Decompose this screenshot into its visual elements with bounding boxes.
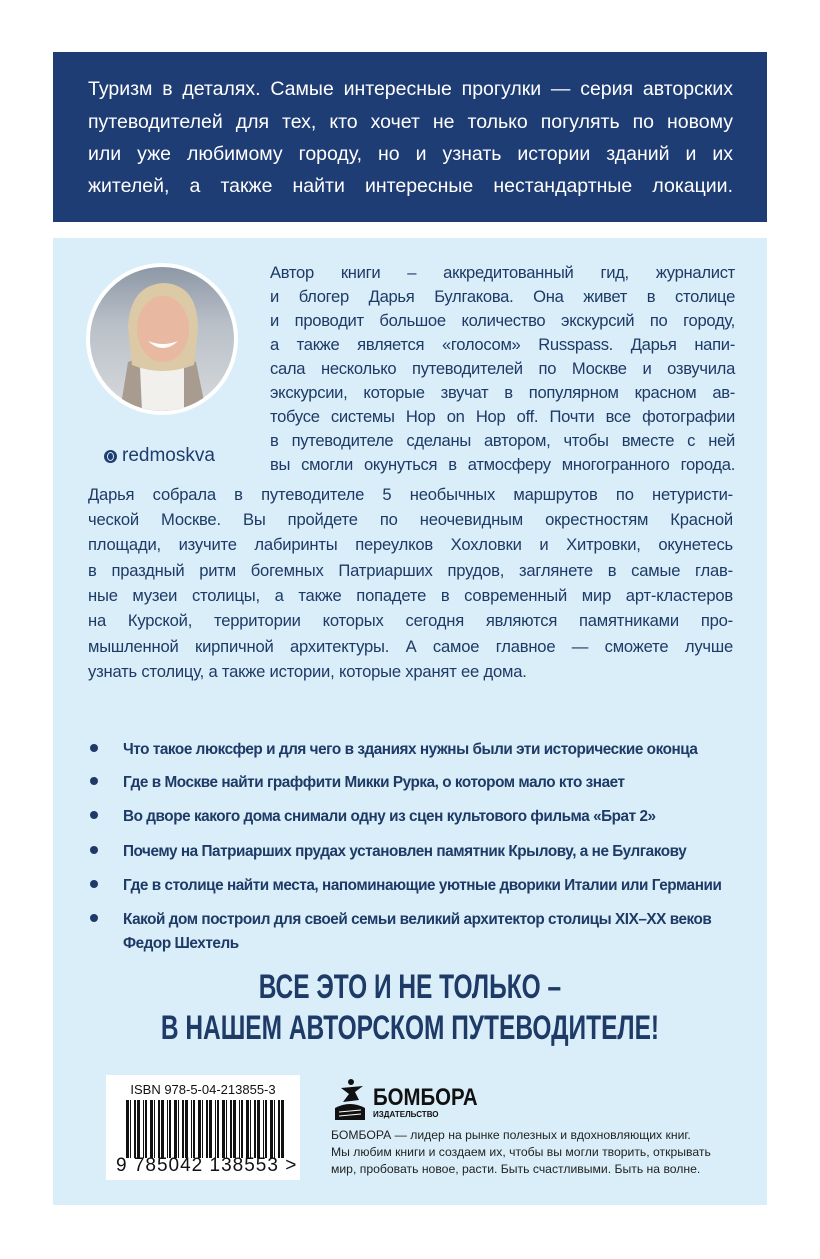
barcode-bar	[246, 1100, 249, 1158]
barcode-bar	[137, 1100, 140, 1158]
barcode-bar	[270, 1100, 273, 1158]
barcode-bar	[257, 1100, 260, 1158]
publisher-line: мир, пробовать новое, расти. Быть счастливыми. Быть на волне.	[331, 1162, 701, 1176]
description-line: в праздный ритм богемных Патриарших прудов, заглянете в самые глав-	[88, 561, 733, 580]
globe-icon	[104, 450, 117, 463]
barcode-bar	[169, 1100, 171, 1158]
description-line: мышленной кирпичной архитектуры. А самое главное — сможете лучше	[88, 637, 733, 656]
bullet-icon	[90, 811, 98, 819]
headline-text: В НАШЕМ АВТОРСКОМ ПУТЕВОДИТЕЛЕ!	[160, 1009, 660, 1047]
publisher-logo	[333, 1078, 496, 1122]
barcode-bar	[158, 1100, 160, 1158]
bullet-text: Какой дом построил для своей семьи великий архитектор столицы XIX–XX веков	[123, 911, 712, 928]
barcode-bar	[198, 1100, 201, 1158]
barcode-bar	[191, 1100, 192, 1158]
banner-line: или уже любимому городу, но и узнать истории зданий и их	[88, 143, 733, 165]
headline-line-1	[0, 968, 820, 1007]
barcode-icon	[126, 1100, 284, 1158]
bio-line: и проводит большое количество экскурсий по городу,	[270, 311, 735, 330]
bullet-text: Во дворе какого дома снимали одну из сцен культового фильма «Брат 2»	[123, 808, 656, 825]
barcode-bar	[239, 1100, 240, 1158]
publisher-line: Мы любим книги и создаем их, чтобы вы могли творить, открывать	[331, 1145, 711, 1159]
barcode-bar	[134, 1100, 136, 1158]
description-line: Дарья собрала в путеводителе 5 необычных маршрутов по нетуристи-	[88, 485, 733, 504]
barcode-bar	[241, 1100, 243, 1158]
bullet-icon	[90, 880, 98, 888]
banner-line: Туризм в деталях. Самые интересные прогулки — серия авторских	[88, 78, 733, 100]
barcode-bar	[126, 1100, 129, 1158]
barcode-bar	[174, 1100, 177, 1158]
author-portrait-icon	[90, 267, 234, 411]
author-photo	[86, 263, 238, 415]
barcode-bar	[217, 1100, 219, 1158]
barcode-bar	[202, 1100, 203, 1158]
banner-line: жителей, а также найти интересные нестандартные локации.	[88, 175, 733, 197]
barcode-bar	[150, 1100, 153, 1158]
bullet-text: Где в Москве найти граффити Микки Рурка, о котором мало кто знает	[123, 774, 625, 791]
headline-line-2	[0, 1009, 820, 1048]
description-line: ные музеи столицы, а также попадете в современный мир арт-кластеров	[88, 586, 733, 605]
barcode-bar	[130, 1100, 131, 1158]
bullet-icon	[90, 744, 98, 752]
banner-line: путеводителей для тех, кто хочет не только погулять по новому	[88, 111, 733, 133]
bio-line: и блогер Дарья Булгакова. Она живет в столице	[270, 287, 735, 306]
bullet-text: Федор Шехтель	[123, 935, 239, 952]
bullet-text: Где в столице найти места, напоминающие уютные дворики Италии или Германии	[123, 877, 722, 894]
bullet-text: Что такое люксфер и для чего в зданиях нужны были эти исторические оконца	[123, 741, 698, 758]
bullet-text: Почему на Патриарших прудах установлен памятник Крылову, а не Булгакову	[123, 843, 687, 860]
barcode-bar	[215, 1100, 216, 1158]
barcode-bar	[254, 1100, 256, 1158]
instagram-handle[interactable]	[104, 445, 215, 467]
description-line: узнать столицу, а также истории, которые хранят ее дома.	[88, 662, 527, 681]
series-banner	[53, 52, 767, 222]
bullet-icon	[90, 914, 98, 922]
bio-line: Автор книги – аккредитованный гид, журналист	[270, 263, 735, 282]
bio-line: вы смогли окунуться в атмосферу многогранного города.	[270, 455, 735, 474]
barcode-bar	[233, 1100, 236, 1158]
bio-line: тобусе системы Hop on Hop off. Почти все фотографии	[270, 407, 735, 426]
barcode-bar	[154, 1100, 155, 1158]
headline-text: ВСЕ ЭТО И НЕ ТОЛЬКО –	[258, 968, 562, 1006]
barcode-bar	[145, 1100, 147, 1158]
barcode-bar	[178, 1100, 179, 1158]
barcode-bar	[274, 1100, 275, 1158]
description-line: ческой Москве. Вы пройдете по неочевидным окрестностям Красной	[88, 510, 733, 529]
bio-line: а также является «голосом» Russpass. Дарья напи-	[270, 335, 735, 354]
isbn-text: ISBN 978-5-04-213855-3	[130, 1082, 276, 1097]
barcode-bar	[143, 1100, 144, 1158]
barcode-bar	[161, 1100, 164, 1158]
barcode-bar	[182, 1100, 184, 1158]
barcode-bar	[265, 1100, 267, 1158]
publisher-subtitle: ИЗДАТЕЛЬСТВО	[373, 1110, 439, 1119]
barcode-bar	[193, 1100, 195, 1158]
handle-text: redmoskva	[122, 445, 215, 466]
description-line: на Курской, территории которых сегодня являются памятниками про-	[88, 611, 733, 630]
description-line: площади, изучите лабиринты переулков Хохловки и Хитровки, окунетесь	[88, 535, 733, 554]
barcode-bar	[206, 1100, 208, 1158]
bullet-icon	[90, 846, 98, 854]
barcode-digits: 9 785042 138553 >	[116, 1155, 298, 1176]
barcode-bar	[263, 1100, 264, 1158]
publisher-name: БОМБОРА	[373, 1084, 478, 1111]
bio-line: экскурсии, которые звучат в популярном красном ав-	[270, 383, 735, 402]
barcode-bar	[209, 1100, 212, 1158]
publisher-line: БОМБОРА — лидер на рынке полезных и вдохновляющих книг.	[331, 1128, 691, 1142]
barcode-bar	[226, 1100, 227, 1158]
barcode-bar	[250, 1100, 251, 1158]
barcode-bar	[222, 1100, 225, 1158]
barcode-bar	[167, 1100, 168, 1158]
publisher-logo-icon	[333, 1078, 367, 1122]
bullet-icon	[90, 777, 98, 785]
barcode-bar	[230, 1100, 232, 1158]
bio-line: сала несколько путеводителей по Москве и озвучила	[270, 359, 735, 378]
bio-line: в путеводителе сделаны автором, чтобы вместе с ней	[270, 431, 735, 450]
barcode-bar	[278, 1100, 280, 1158]
barcode-bar	[185, 1100, 188, 1158]
isbn-barcode	[106, 1075, 300, 1180]
barcode-bar	[281, 1100, 284, 1158]
